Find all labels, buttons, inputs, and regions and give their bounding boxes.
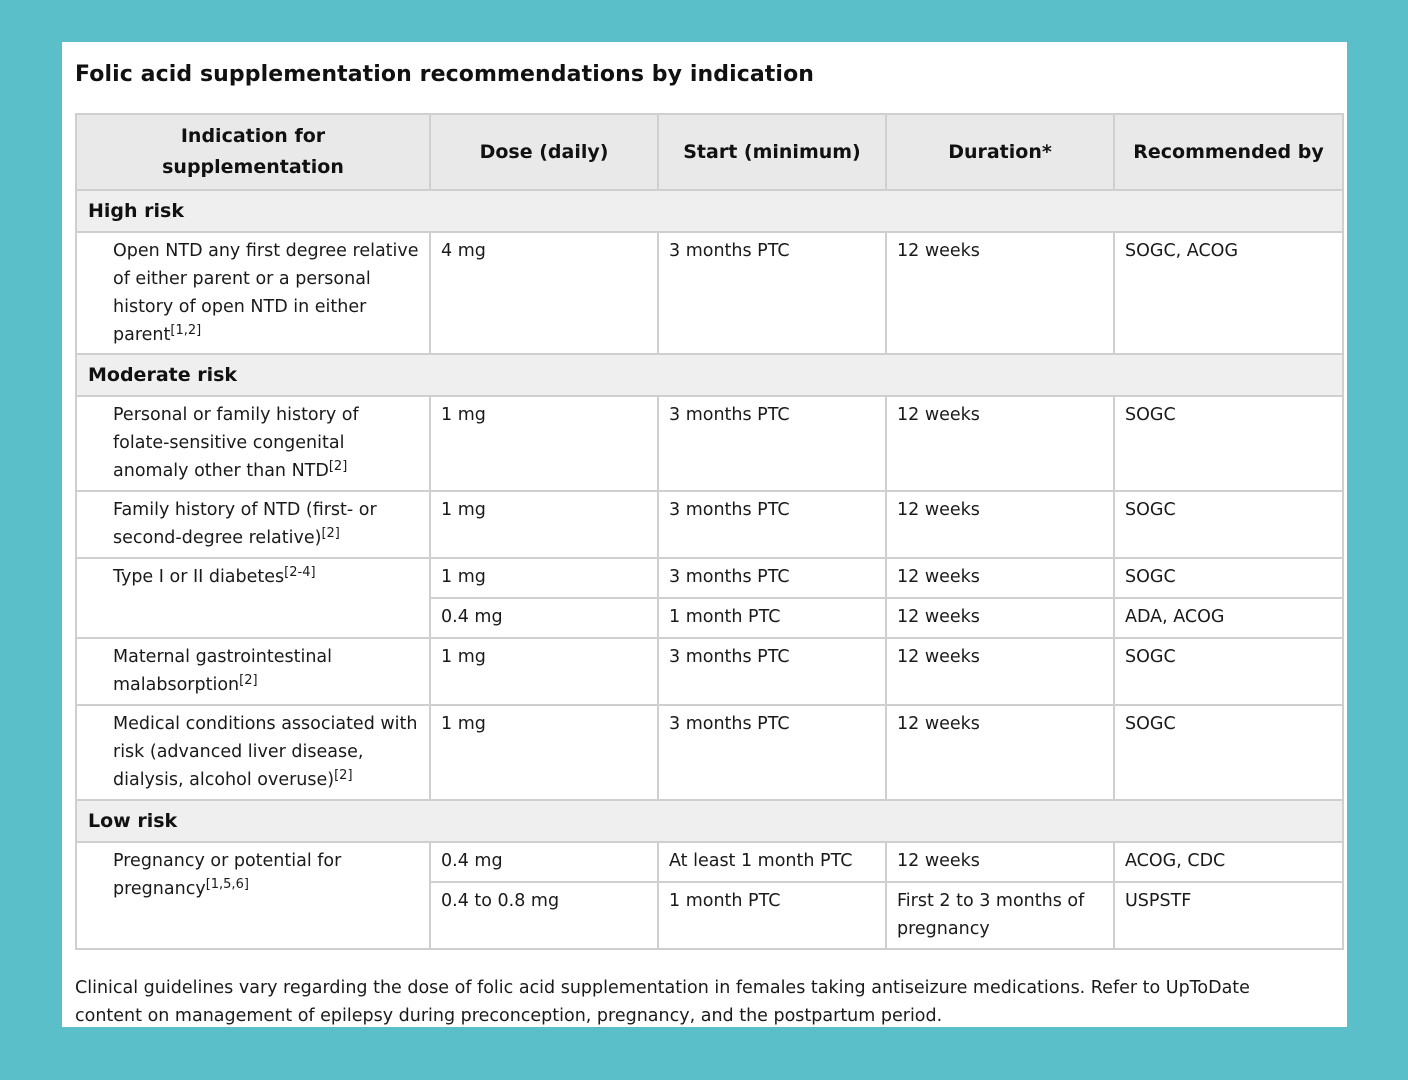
header-row bbox=[76, 114, 1343, 190]
table-title: Folic acid supplementation recommendations by indication bbox=[75, 62, 815, 87]
indication-cell: Family history of NTD (first- or second-degree relative)[2] bbox=[76, 491, 430, 558]
section-label: Low risk bbox=[76, 800, 1343, 842]
recommended-by-cell: SOGC bbox=[1114, 558, 1343, 598]
indication-cell: Pregnancy or potential for pregnancy[1,5,6] bbox=[76, 842, 430, 949]
table-row bbox=[76, 558, 1343, 598]
section-row-low-risk bbox=[76, 800, 1343, 842]
col-header-dose: Dose (daily) bbox=[430, 114, 658, 190]
recommended-by-cell: ADA, ACOG bbox=[1114, 598, 1343, 638]
dose-cell: 1 mg bbox=[430, 705, 658, 800]
footnote: Clinical guidelines vary regarding the dose of folic acid supplementation in females taking antiseizure medications. Refer to UpToDate content on management of epilepsy during preconception, pregnancy, and the postpartum period. bbox=[75, 978, 1250, 1026]
dose-cell: 0.4 mg bbox=[430, 842, 658, 882]
section-label: Moderate risk bbox=[76, 354, 1343, 396]
duration-cell: 12 weeks bbox=[886, 232, 1114, 354]
duration-cell: 12 weeks bbox=[886, 842, 1114, 882]
dose-cell: 1 mg bbox=[430, 491, 658, 558]
duration-cell: 12 weeks bbox=[886, 396, 1114, 491]
indication-cell: Medical conditions associated with risk (advanced liver disease, dialysis, alcohol overuse)[2] bbox=[76, 705, 430, 800]
duration-cell: 12 weeks bbox=[886, 558, 1114, 598]
start-cell: 3 months PTC bbox=[658, 638, 886, 705]
recommended-by-cell: SOGC bbox=[1114, 638, 1343, 705]
recommended-by-cell: SOGC bbox=[1114, 705, 1343, 800]
start-cell: 3 months PTC bbox=[658, 491, 886, 558]
recommended-by-cell: ACOG, CDC bbox=[1114, 842, 1343, 882]
indication-cell: Type I or II diabetes[2-4] bbox=[76, 558, 430, 638]
section-row-moderate-risk bbox=[76, 354, 1343, 396]
duration-cell: 12 weeks bbox=[886, 638, 1114, 705]
indication-cell: Maternal gastrointestinal malabsorption[2] bbox=[76, 638, 430, 705]
dose-cell: 1 mg bbox=[430, 396, 658, 491]
col-header-recommended-by: Recommended by bbox=[1114, 114, 1343, 190]
table-row bbox=[76, 842, 1343, 882]
indication-cell: Personal or family history of folate-sensitive congenital anomaly other than NTD[2] bbox=[76, 396, 430, 491]
start-cell: 3 months PTC bbox=[658, 705, 886, 800]
duration-cell: First 2 to 3 months of pregnancy bbox=[886, 882, 1114, 949]
col-header-duration: Duration* bbox=[886, 114, 1114, 190]
col-header-start: Start (minimum) bbox=[658, 114, 886, 190]
reference-link[interactable]: [2] bbox=[334, 768, 353, 783]
recommended-by-cell: SOGC, ACOG bbox=[1114, 232, 1343, 354]
section-label: High risk bbox=[76, 190, 1343, 232]
dose-cell: 0.4 mg bbox=[430, 598, 658, 638]
start-cell: 3 months PTC bbox=[658, 396, 886, 491]
start-cell: 3 months PTC bbox=[658, 232, 886, 354]
reference-link[interactable]: [2] bbox=[328, 459, 348, 474]
table-row bbox=[76, 232, 1343, 354]
reference-link[interactable]: [1,2] bbox=[170, 323, 202, 338]
reference-link[interactable]: [2-4] bbox=[284, 565, 316, 580]
recommended-by-cell: SOGC bbox=[1114, 396, 1343, 491]
reference-link[interactable]: [1,5,6] bbox=[205, 877, 249, 892]
dose-cell: 1 mg bbox=[430, 558, 658, 598]
table-row bbox=[76, 705, 1343, 800]
table-row bbox=[76, 638, 1343, 705]
start-cell: At least 1 month PTC bbox=[658, 842, 886, 882]
recommended-by-cell: USPSTF bbox=[1114, 882, 1343, 949]
reference-link[interactable]: [2] bbox=[321, 526, 340, 541]
dose-cell: 4 mg bbox=[430, 232, 658, 354]
reference-link[interactable]: [2] bbox=[239, 673, 258, 688]
dose-cell: 0.4 to 0.8 mg bbox=[430, 882, 658, 949]
duration-cell: 12 weeks bbox=[886, 491, 1114, 558]
section-row-high-risk bbox=[76, 190, 1343, 232]
start-cell: 3 months PTC bbox=[658, 558, 886, 598]
recommended-by-cell: SOGC bbox=[1114, 491, 1343, 558]
start-cell: 1 month PTC bbox=[658, 598, 886, 638]
col-header-indication: Indication for supplementation bbox=[76, 114, 430, 190]
duration-cell: 12 weeks bbox=[886, 598, 1114, 638]
start-cell: 1 month PTC bbox=[658, 882, 886, 949]
dose-cell: 1 mg bbox=[430, 638, 658, 705]
recommendations-table bbox=[75, 113, 1344, 950]
table-row bbox=[76, 491, 1343, 558]
indication-cell: Open NTD any first degree relative of either parent or a personal history of open NTD in either parent[1,2] bbox=[76, 232, 430, 354]
duration-cell: 12 weeks bbox=[886, 705, 1114, 800]
table-row bbox=[76, 396, 1343, 491]
content-card bbox=[62, 42, 1347, 1027]
